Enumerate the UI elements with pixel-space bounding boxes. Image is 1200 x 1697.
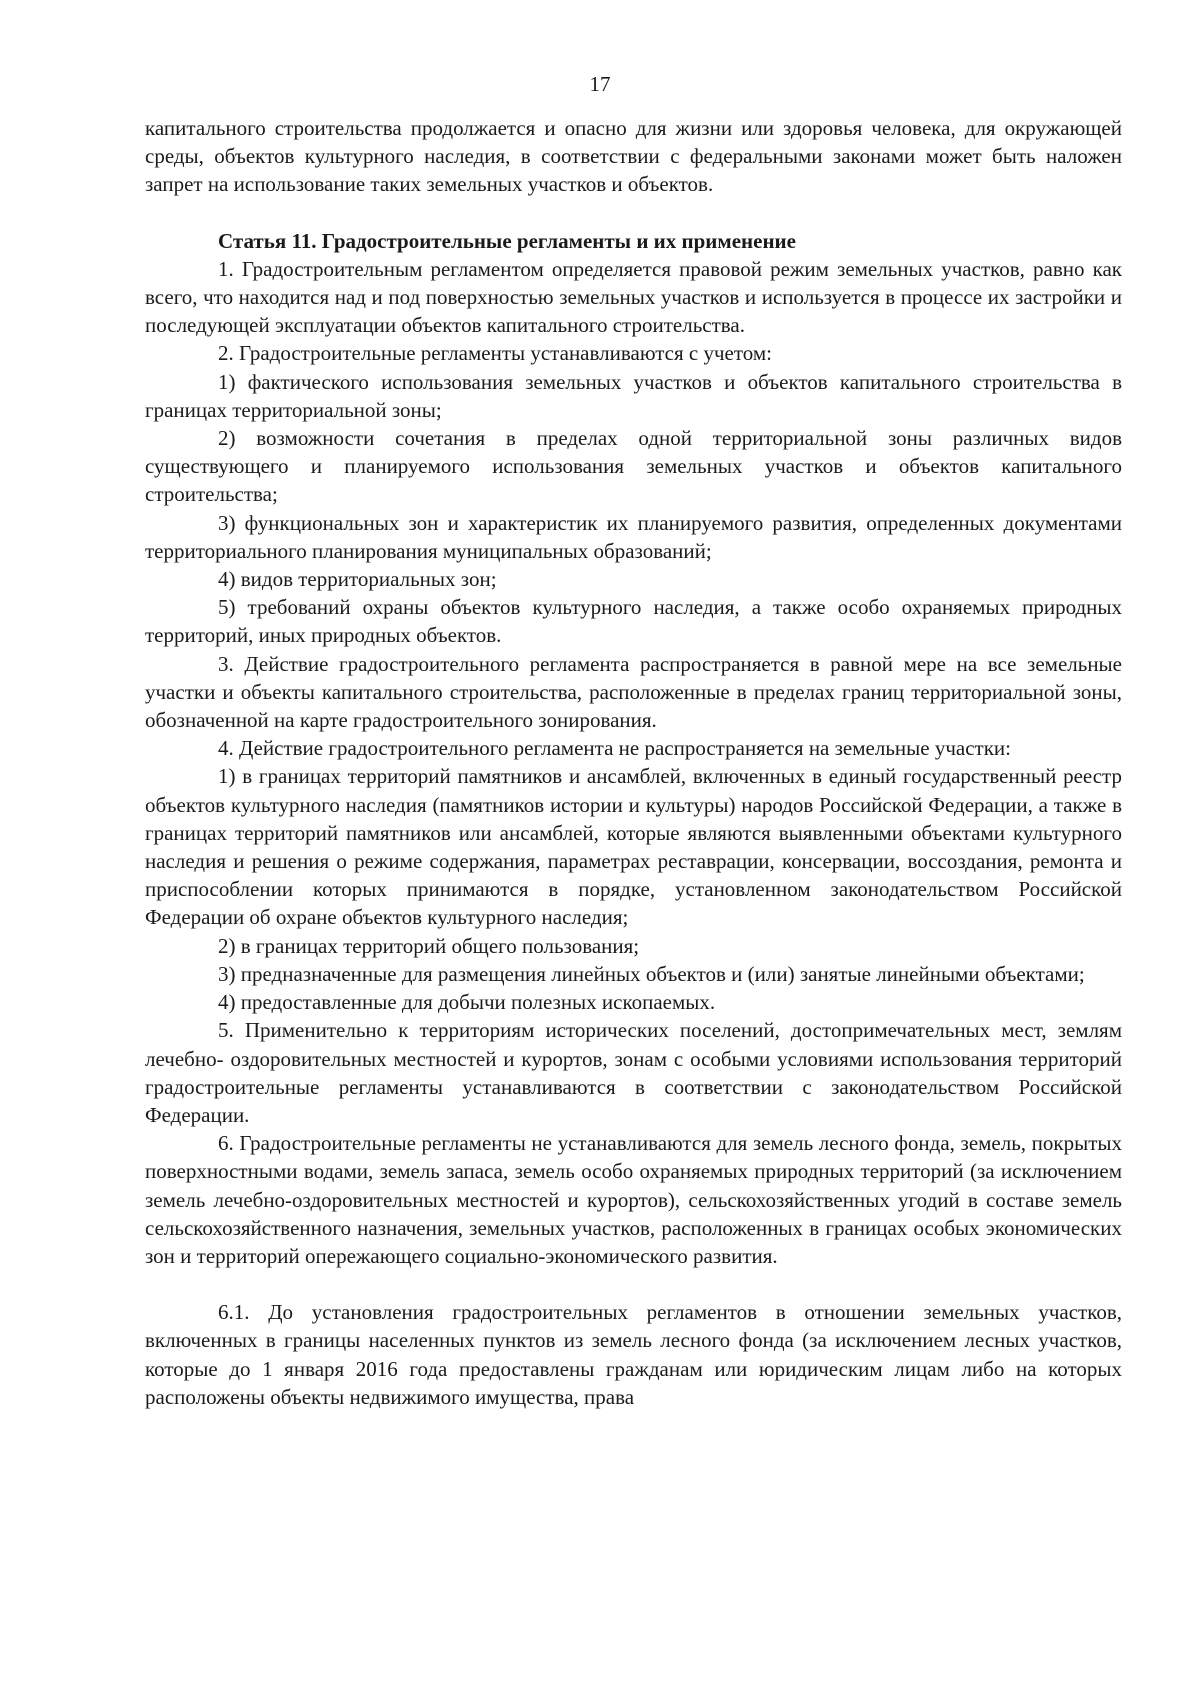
intro-paragraph: капитального строительства продолжается и опасно для жизни или здоровья человека, для окружающей среды, объектов культурного наследия, в соответствии с федеральными законами может быть наложен запрет на использование таких земельных участков и объектов. <box>145 116 1122 197</box>
paragraph-2-item-3: 3) функциональных зон и характеристик их планируемого развития, определенных документами территориального планирования муниципальных образований; <box>145 510 1122 563</box>
paragraph-4-item-1: 1) в границах территорий памятников и ансамблей, включенных в единый государственный реестр объектов культурного наследия (памятников истории и культуры) народов Российской Федерации, а также в границах территорий памятников или ансамблей, которые являются выявленными объектами культурного наследия и решения о режиме содержания, параметрах реставрации, консервации, воссоздания, ремонта и приспособлении которых принимаются в порядке, установленном законодательством Российской Федерации об охране объектов культурного наследия; <box>145 764 1122 930</box>
paragraph-3: 3. Действие градостроительного регламента распространяется в равной мере на все земельные участки и объекты капитального строительства, расположенные в пределах границ территориальной зоны, обозначенной на карте градостроительного зонирования. <box>145 651 1122 733</box>
paragraph-6-1: 6.1. До установления градостроительных регламентов в отношении земельных участков, включенных в границы населенных пунктов из земель лесного фонда (за исключением лесных участков, которые до 1 января 2016 года предоставлены гражданам или юридическим лицам либо на которых расположены объекты недвижимого имущества, права <box>145 1300 1122 1409</box>
paragraph-2-item-2: 2) возможности сочетания в пределах одной территориальной зоны различных видов существующего и планируемого использования земельных участков и объектов капитального строительства; <box>145 426 1122 507</box>
paragraph-4-item-2: 2) в границах территорий общего пользования; <box>218 933 640 958</box>
paragraph-2-item-5: 5) требований охраны объектов культурного наследия, а также особо охраняемых природных территорий, иных природных объектов. <box>145 595 1122 648</box>
article-title: Статья 11. Градостроительные регламенты и их применение <box>218 228 796 253</box>
paragraph-4: 4. Действие градостроительного регламента не распространяется на земельные участки: <box>218 736 1011 761</box>
paragraph-4-item-3: 3) предназначенные для размещения линейных объектов и (или) занятые линейными объектами; <box>218 961 1085 986</box>
document-body <box>145 114 1122 1411</box>
paragraph-2-item-1: 1) фактического использования земельных участков и объектов капитального строительства в границах территориальной зоны; <box>145 369 1122 422</box>
paragraph-5: 5. Применительно к территориям исторических поселений, достопримечательных мест, землям лечебно- оздоровительных местностей и курортов, зонам с особыми условиями использования территорий градостроительные регламенты устанавливаются в соответствии с законодательством Российской Федерации. <box>145 1018 1122 1127</box>
paragraph-2-item-4: 4) видов территориальных зон; <box>218 567 497 592</box>
paragraph-2: 2. Градостроительные регламенты устанавливаются с учетом: <box>218 341 772 366</box>
paragraph-1: 1. Градостроительным регламентом определяется правовой режим земельных участков, равно как всего, что находится над и под поверхностью земельных участков и используется в процессе их застройки и последующей эксплуатации объектов капитального строительства. <box>145 256 1122 338</box>
paragraph-4-item-4: 4) предоставленные для добычи полезных ископаемых. <box>218 990 716 1015</box>
page-number: 17 <box>589 72 611 96</box>
paragraph-6: 6. Градостроительные регламенты не устанавливаются для земель лесного фонда, земель, покрытых поверхностными водами, земель запаса, земель особо охраняемых природных территорий (за исключением земель лечебно-оздоровительных местностей и курортов), сельскохозяйственных угодий в составе земель сельскохозяйственного назначения, земельных участков, расположенных в границах особых экономических зон и территорий опережающего социально-экономического развития. <box>145 1131 1122 1268</box>
